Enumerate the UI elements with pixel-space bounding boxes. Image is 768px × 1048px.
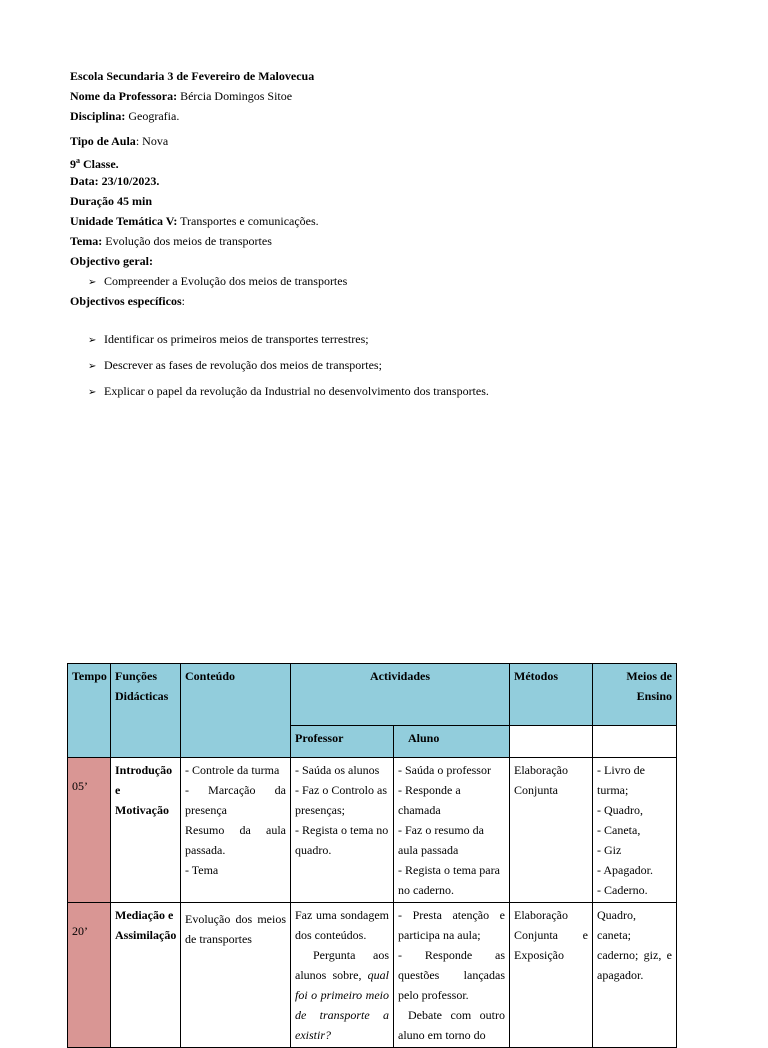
header-actividades: Actividades	[291, 664, 510, 726]
arrow-bullet-icon: ➢	[88, 387, 97, 398]
specific-objective-text: Identificar os primeiros meios de transportes terrestres;	[104, 332, 369, 346]
header-meios: Meios de Ensino	[593, 664, 677, 726]
header-funcoes: Funções Didácticas	[111, 664, 181, 758]
conteudo-line: - Controle da turma	[185, 763, 280, 777]
professor-line: Faz uma sondagem dos conteúdos.	[295, 908, 389, 942]
conteudo-line: - Marcação da presença	[185, 783, 286, 817]
unit-value: Transportes e comunicações.	[177, 214, 319, 228]
subject-line	[70, 106, 347, 126]
general-objective-label: Objectivo geral:	[70, 254, 153, 268]
professor-line: - Regista o tema no quadro.	[295, 823, 389, 857]
duration-line: Duração 45 min	[70, 194, 152, 208]
professor-question-lead: Pergunta aos alunos sobre,	[295, 948, 389, 982]
aluno-line: - Saúda o professor	[398, 763, 491, 777]
professor-question: qual foi o primeiro meio de transporte a existir?	[295, 968, 389, 1042]
lesson-type-value: : Nova	[135, 134, 169, 148]
header-conteudo: Conteúdo	[181, 664, 291, 758]
unit-line	[70, 211, 347, 231]
empty-cell	[593, 726, 677, 758]
aluno-line: Debate com outro aluno em torno do	[398, 1008, 505, 1042]
aluno-line: - Regista o tema para no caderno.	[398, 863, 500, 897]
class-label: Classe.	[80, 157, 119, 171]
row-meios: Quadro, caneta; caderno; giz, e apagador.	[593, 903, 677, 1048]
subject-value: Geografia.	[125, 109, 180, 123]
row-tempo: 20’	[68, 903, 111, 1048]
class-number: 9	[70, 157, 76, 171]
row-funcao: Introdução e Motivação	[111, 758, 181, 903]
aluno-line: - Responde as questões lançadas pelo professor.	[398, 948, 505, 1002]
professor-line: - Faz o Controlo as presenças;	[295, 783, 387, 817]
lesson-header	[70, 66, 347, 311]
specific-objective-item	[88, 384, 489, 399]
class-line	[70, 151, 347, 171]
specific-objective-item	[88, 358, 382, 373]
teacher-label: Nome da Professora:	[70, 89, 178, 103]
conteudo-line: - Tema	[185, 863, 219, 877]
meios-line: - Caderno.	[597, 883, 648, 897]
class-sup: a	[76, 156, 80, 165]
header-tempo: Tempo	[68, 664, 111, 758]
general-objective-item	[70, 271, 347, 291]
row-conteudo	[181, 758, 291, 903]
conteudo-line: Resumo da aula passada.	[185, 823, 286, 857]
teacher-value: Bércia Domingos Sitoe	[177, 89, 293, 103]
meios-line: - Giz	[597, 843, 622, 857]
unit-label: Unidade Temática V:	[70, 214, 178, 228]
specific-objective-text: Explicar o papel da revolução da Industrial no desenvolvimento dos transportes.	[104, 384, 489, 398]
arrow-bullet-icon: ➢	[88, 335, 97, 346]
specific-objective-item	[88, 332, 369, 347]
professor-line	[295, 945, 389, 1045]
arrow-bullet-icon: ➢	[88, 361, 97, 372]
professor-line: - Saúda os alunos	[295, 763, 380, 777]
general-objective-text: Compreender a Evolução dos meios de transportes	[104, 274, 348, 288]
row-conteudo: Evolução dos meios de transportes	[181, 903, 291, 1048]
row-funcao: Mediação e Assimilação	[111, 903, 181, 1048]
meios-line: - Apagador.	[597, 863, 653, 877]
row-aluno	[394, 758, 510, 903]
aluno-line: - Presta atenção e participa na aula;	[398, 908, 505, 942]
specific-objectives-colon: :	[181, 294, 185, 308]
row-aluno	[394, 903, 510, 1048]
arrow-bullet-icon: ➢	[88, 277, 97, 288]
specific-objectives-label: Objectivos específicos	[70, 294, 182, 308]
aluno-line: - Faz o resumo da aula passada	[398, 823, 484, 857]
theme-value: Evolução dos meios de transportes	[102, 234, 272, 248]
aluno-line: - Responde a chamada	[398, 783, 461, 817]
meios-line: - Quadro,	[597, 803, 643, 817]
meios-line: - Caneta,	[597, 823, 641, 837]
specific-objective-text: Descrever as fases de revolução dos meios de transportes;	[104, 358, 382, 372]
row-meios	[593, 758, 677, 903]
lesson-type-label: Tipo de Aula	[70, 134, 136, 148]
subject-label: Disciplina:	[70, 109, 126, 123]
row-tempo: 05’	[68, 758, 111, 903]
header-metodos: Métodos	[510, 664, 593, 726]
lesson-type-line	[70, 131, 347, 151]
specific-objectives-line	[70, 291, 347, 311]
theme-label: Tema:	[70, 234, 103, 248]
empty-cell	[510, 726, 593, 758]
theme-line	[70, 231, 347, 251]
teacher-line	[70, 86, 347, 106]
date-line: Data: 23/10/2023.	[70, 174, 160, 188]
row-professor	[291, 758, 394, 903]
header-professor: Professor	[291, 726, 394, 758]
meios-line: - Livro de turma;	[597, 763, 645, 797]
header-aluno: Aluno	[394, 726, 510, 758]
row-metodos: Elaboração Conjunta	[510, 758, 593, 903]
lesson-plan-table	[67, 663, 677, 1048]
school-name: Escola Secundaria 3 de Fevereiro de Malovecua	[70, 69, 315, 83]
row-professor	[291, 903, 394, 1048]
row-metodos: Elaboração Conjunta e Exposição	[510, 903, 593, 1048]
